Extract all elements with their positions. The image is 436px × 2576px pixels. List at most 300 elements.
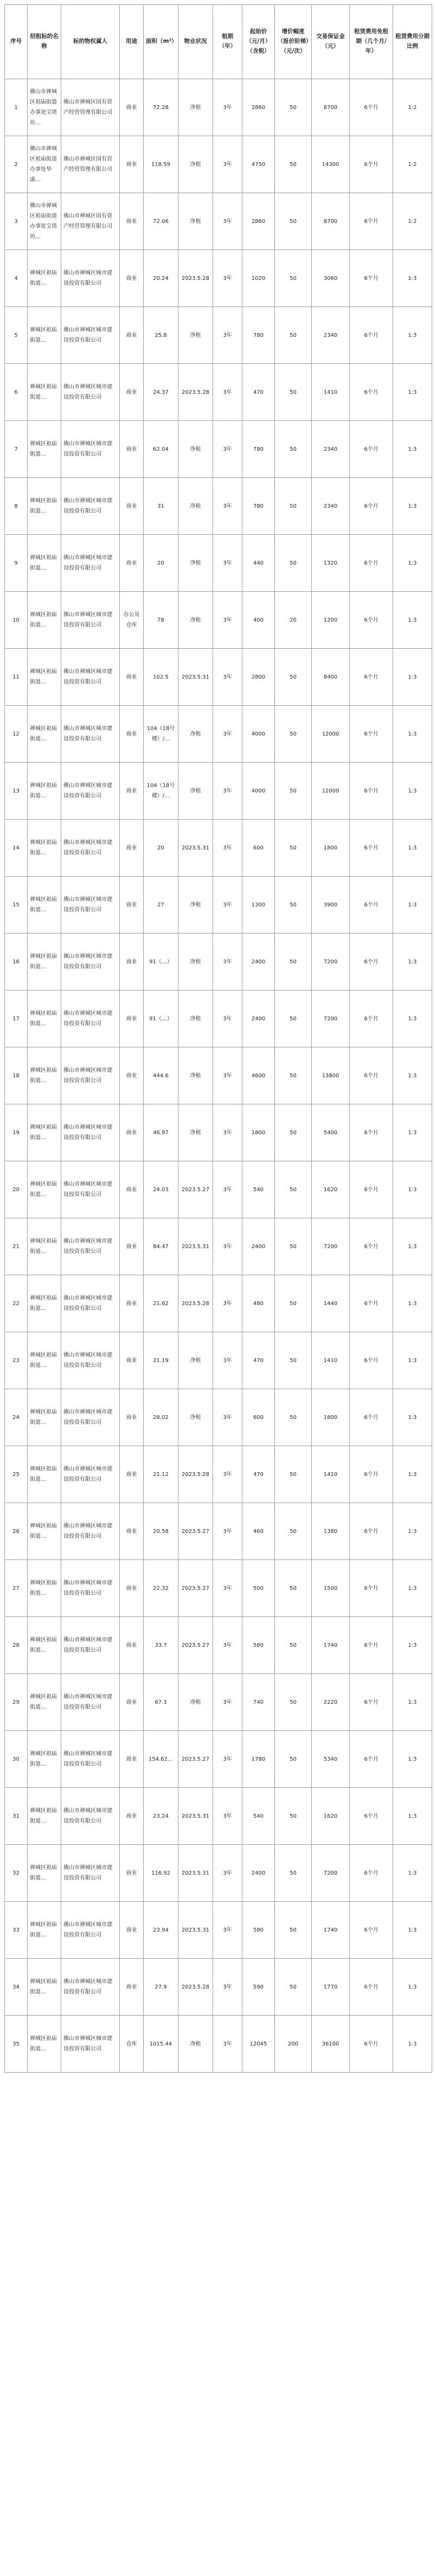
cell-increment: 50 xyxy=(275,1731,312,1788)
cell-usage: 商业 xyxy=(120,535,144,592)
cell-owner: 佛山市禅城区城市建设投资有限公司 xyxy=(61,706,120,763)
cell-name: 禅城区祖庙街道… xyxy=(28,934,61,990)
cell-installment: 1:3 xyxy=(393,1104,432,1161)
cell-start-price: 580 xyxy=(242,1617,275,1674)
cell-index: 28 xyxy=(5,1617,28,1674)
cell-increment: 50 xyxy=(275,1617,312,1674)
cell-installment: 1:3 xyxy=(393,1902,432,1959)
cell-name: 禅城区祖庙街道… xyxy=(28,250,61,307)
cell-start-price: 4000 xyxy=(242,706,275,763)
cell-start-price: 4600 xyxy=(242,1047,275,1104)
cell-deposit: 2340 xyxy=(312,421,350,478)
cell-index: 11 xyxy=(5,649,28,706)
table-row xyxy=(5,79,432,136)
cell-status: 2023.5.27 xyxy=(178,1617,213,1674)
cell-area: 104（18号楼）/… xyxy=(144,706,178,763)
cell-index: 3 xyxy=(5,193,28,250)
cell-status: 2023.5.31 xyxy=(178,820,213,877)
cell-deposit: 1320 xyxy=(312,535,350,592)
cell-deposit: 14300 xyxy=(312,136,350,193)
cell-area: 21.19 xyxy=(144,1332,178,1389)
table-row xyxy=(5,820,432,877)
cell-status: 净租 xyxy=(178,535,213,592)
cell-increment: 50 xyxy=(275,250,312,307)
cell-area: 46.97 xyxy=(144,1104,178,1161)
cell-increment: 50 xyxy=(275,79,312,136)
cell-owner: 佛山市禅城区城市建设投资有限公司 xyxy=(61,877,120,934)
cell-index: 29 xyxy=(5,1674,28,1731)
cell-increment: 50 xyxy=(275,193,312,250)
cell-free-period: 6个月 xyxy=(350,820,393,877)
cell-start-price: 2860 xyxy=(242,79,275,136)
cell-free-period: 6个月 xyxy=(350,649,393,706)
cell-owner: 佛山市禅城区城市建设投资有限公司 xyxy=(61,364,120,421)
cell-owner: 佛山市禅城区国有资产经营管理有限公司 xyxy=(61,136,120,193)
cell-increment: 50 xyxy=(275,877,312,934)
cell-free-period: 6个月 xyxy=(350,1845,393,1902)
cell-usage: 商业 xyxy=(120,478,144,535)
cell-name: 禅城区祖庙街道… xyxy=(28,478,61,535)
cell-area: 62.04 xyxy=(144,421,178,478)
table-row xyxy=(5,1332,432,1389)
cell-term: 3年 xyxy=(213,706,242,763)
cell-owner: 佛山市禅城区城市建设投资有限公司 xyxy=(61,1332,120,1389)
cell-free-period: 6个月 xyxy=(350,1104,393,1161)
cell-term: 3年 xyxy=(213,1218,242,1275)
cell-usage: 商业 xyxy=(120,1161,144,1218)
cell-deposit: 12000 xyxy=(312,763,350,820)
cell-installment: 1:3 xyxy=(393,1731,432,1788)
cell-status: 净租 xyxy=(178,1104,213,1161)
col-header-deposit: 交易保证金（元） xyxy=(312,5,350,79)
cell-free-period: 6个月 xyxy=(350,2016,393,2073)
cell-start-price: 1780 xyxy=(242,1731,275,1788)
cell-deposit: 2220 xyxy=(312,1674,350,1731)
cell-area: 21.12 xyxy=(144,1446,178,1503)
cell-free-period: 6个月 xyxy=(350,307,393,364)
cell-index: 32 xyxy=(5,1845,28,1902)
cell-installment: 1:3 xyxy=(393,934,432,990)
cell-installment: 1:3 xyxy=(393,478,432,535)
cell-deposit: 1620 xyxy=(312,1161,350,1218)
cell-status: 2023.5.27 xyxy=(178,1560,213,1617)
cell-increment: 50 xyxy=(275,820,312,877)
cell-increment: 50 xyxy=(275,1902,312,1959)
cell-term: 3年 xyxy=(213,1275,242,1332)
cell-name: 禅城区祖庙街道… xyxy=(28,1275,61,1332)
cell-usage: 商业 xyxy=(120,1959,144,2016)
cell-start-price: 1800 xyxy=(242,1104,275,1161)
cell-deposit: 8700 xyxy=(312,79,350,136)
cell-installment: 1:3 xyxy=(393,1845,432,1902)
cell-installment: 1:3 xyxy=(393,1674,432,1731)
cell-installment: 1:3 xyxy=(393,1275,432,1332)
cell-term: 3年 xyxy=(213,1389,242,1446)
cell-index: 23 xyxy=(5,1332,28,1389)
cell-usage: 商业 xyxy=(120,1104,144,1161)
cell-owner: 佛山市禅城区城市建设投资有限公司 xyxy=(61,763,120,820)
cell-increment: 200 xyxy=(275,2016,312,2073)
cell-term: 3年 xyxy=(213,307,242,364)
cell-status: 2023.5.31 xyxy=(178,1788,213,1845)
cell-term: 3年 xyxy=(213,79,242,136)
table-row xyxy=(5,364,432,421)
table-row xyxy=(5,934,432,990)
cell-deposit: 3900 xyxy=(312,877,350,934)
cell-installment: 1:2 xyxy=(393,136,432,193)
col-header-installment: 租赁费用分期比例 xyxy=(393,5,432,79)
cell-usage: 商业 xyxy=(120,1617,144,1674)
cell-usage: 商业 xyxy=(120,421,144,478)
cell-area: 20 xyxy=(144,535,178,592)
col-header-area: 面积（m²） xyxy=(144,5,178,79)
cell-increment: 50 xyxy=(275,1674,312,1731)
cell-increment: 50 xyxy=(275,1275,312,1332)
cell-usage: 办公及仓库 xyxy=(120,592,144,649)
cell-start-price: 12045 xyxy=(242,2016,275,2073)
cell-usage: 商业 xyxy=(120,706,144,763)
cell-start-price: 460 xyxy=(242,1503,275,1560)
cell-term: 3年 xyxy=(213,193,242,250)
col-header-increment: 增价幅度（报价阶梯）（元/次） xyxy=(275,5,312,79)
cell-start-price: 2400 xyxy=(242,934,275,990)
cell-area: 23.24 xyxy=(144,1788,178,1845)
cell-free-period: 6个月 xyxy=(350,1332,393,1389)
cell-free-period: 6个月 xyxy=(350,706,393,763)
rental-listing-table xyxy=(4,4,432,2073)
cell-term: 3年 xyxy=(213,364,242,421)
cell-usage: 商业 xyxy=(120,1047,144,1104)
table-row xyxy=(5,193,432,250)
table-row xyxy=(5,136,432,193)
cell-deposit: 1500 xyxy=(312,1560,350,1617)
cell-index: 30 xyxy=(5,1731,28,1788)
cell-installment: 1:3 xyxy=(393,990,432,1047)
cell-increment: 50 xyxy=(275,307,312,364)
cell-owner: 佛山市禅城区城市建设投资有限公司 xyxy=(61,592,120,649)
cell-area: 72.06 xyxy=(144,193,178,250)
cell-area: 118.59 xyxy=(144,136,178,193)
cell-owner: 佛山市禅城区城市建设投资有限公司 xyxy=(61,2016,120,2073)
cell-deposit: 8700 xyxy=(312,193,350,250)
cell-installment: 1:3 xyxy=(393,421,432,478)
table-row xyxy=(5,1161,432,1218)
table-row xyxy=(5,763,432,820)
cell-area: 1015.44 xyxy=(144,2016,178,2073)
cell-name: 佛山市禅城区祖庙街道办事处宝塔坊… xyxy=(28,79,61,136)
cell-start-price: 600 xyxy=(242,1389,275,1446)
cell-area: 28.02 xyxy=(144,1389,178,1446)
cell-area: 67.3 xyxy=(144,1674,178,1731)
cell-start-price: 2400 xyxy=(242,990,275,1047)
cell-deposit: 1410 xyxy=(312,1332,350,1389)
cell-name: 禅城区祖庙街道… xyxy=(28,990,61,1047)
cell-status: 净租 xyxy=(178,1674,213,1731)
cell-index: 17 xyxy=(5,990,28,1047)
cell-free-period: 6个月 xyxy=(350,1788,393,1845)
cell-free-period: 6个月 xyxy=(350,421,393,478)
cell-owner: 佛山市禅城区城市建设投资有限公司 xyxy=(61,1503,120,1560)
cell-status: 净租 xyxy=(178,990,213,1047)
cell-index: 13 xyxy=(5,763,28,820)
cell-area: 72.28 xyxy=(144,79,178,136)
table-row xyxy=(5,1389,432,1446)
cell-name: 禅城区祖庙街道… xyxy=(28,307,61,364)
table-row xyxy=(5,1218,432,1275)
cell-area: 27 xyxy=(144,877,178,934)
cell-status: 2023.5.28 xyxy=(178,250,213,307)
cell-name: 禅城区祖庙街道… xyxy=(28,1503,61,1560)
cell-status: 净租 xyxy=(178,421,213,478)
cell-name: 禅城区祖庙街道… xyxy=(28,1560,61,1617)
cell-start-price: 480 xyxy=(242,1275,275,1332)
cell-installment: 1:3 xyxy=(393,250,432,307)
cell-usage: 商业 xyxy=(120,1332,144,1389)
cell-owner: 佛山市禅城区城市建设投资有限公司 xyxy=(61,1104,120,1161)
cell-status: 2023.5.28 xyxy=(178,1275,213,1332)
cell-usage: 商业 xyxy=(120,250,144,307)
cell-deposit: 36100 xyxy=(312,2016,350,2073)
cell-term: 3年 xyxy=(213,1503,242,1560)
cell-start-price: 780 xyxy=(242,307,275,364)
cell-area: 104（18号楼）/… xyxy=(144,763,178,820)
cell-installment: 1:3 xyxy=(393,820,432,877)
cell-term: 3年 xyxy=(213,136,242,193)
cell-deposit: 1740 xyxy=(312,1902,350,1959)
cell-term: 3年 xyxy=(213,1047,242,1104)
cell-free-period: 6个月 xyxy=(350,1047,393,1104)
col-header-name: 招租标的名称 xyxy=(28,5,61,79)
cell-increment: 50 xyxy=(275,364,312,421)
cell-owner: 佛山市禅城区城市建设投资有限公司 xyxy=(61,1161,120,1218)
table-row xyxy=(5,307,432,364)
cell-index: 14 xyxy=(5,820,28,877)
cell-status: 2023.5.31 xyxy=(178,1218,213,1275)
cell-index: 12 xyxy=(5,706,28,763)
cell-term: 3年 xyxy=(213,934,242,990)
cell-term: 3年 xyxy=(213,1731,242,1788)
cell-increment: 50 xyxy=(275,1104,312,1161)
cell-owner: 佛山市禅城区城市建设投资有限公司 xyxy=(61,1902,120,1959)
cell-area: 91（…） xyxy=(144,990,178,1047)
cell-status: 2023.5.31 xyxy=(178,649,213,706)
table-row xyxy=(5,592,432,649)
cell-term: 3年 xyxy=(213,1674,242,1731)
table-body xyxy=(5,79,432,2073)
cell-increment: 50 xyxy=(275,1845,312,1902)
cell-usage: 商业 xyxy=(120,877,144,934)
cell-name: 禅城区祖庙街道… xyxy=(28,706,61,763)
cell-increment: 50 xyxy=(275,1389,312,1446)
cell-owner: 佛山市禅城区城市建设投资有限公司 xyxy=(61,307,120,364)
cell-owner: 佛山市禅城区城市建设投资有限公司 xyxy=(61,990,120,1047)
cell-status: 净租 xyxy=(178,763,213,820)
cell-deposit: 1410 xyxy=(312,364,350,421)
cell-name: 禅城区祖庙街道… xyxy=(28,421,61,478)
cell-deposit: 7200 xyxy=(312,934,350,990)
cell-status: 净租 xyxy=(178,934,213,990)
table-row xyxy=(5,1446,432,1503)
cell-name: 禅城区祖庙街道… xyxy=(28,1332,61,1389)
cell-free-period: 6个月 xyxy=(350,1959,393,2016)
cell-usage: 商业 xyxy=(120,934,144,990)
cell-area: 20.24 xyxy=(144,250,178,307)
cell-start-price: 540 xyxy=(242,1788,275,1845)
cell-area: 20 xyxy=(144,820,178,877)
cell-name: 佛山市禅城区祖庙街道办事处华康… xyxy=(28,136,61,193)
cell-start-price: 1300 xyxy=(242,877,275,934)
cell-area: 27.9 xyxy=(144,1959,178,2016)
cell-index: 19 xyxy=(5,1104,28,1161)
cell-area: 91（…） xyxy=(144,934,178,990)
cell-owner: 佛山市禅城区城市建设投资有限公司 xyxy=(61,1617,120,1674)
cell-term: 3年 xyxy=(213,250,242,307)
cell-owner: 佛山市禅城区城市建设投资有限公司 xyxy=(61,649,120,706)
cell-deposit: 7200 xyxy=(312,1845,350,1902)
cell-start-price: 2400 xyxy=(242,1218,275,1275)
cell-owner: 佛山市禅城区城市建设投资有限公司 xyxy=(61,1845,120,1902)
cell-term: 3年 xyxy=(213,820,242,877)
table-row xyxy=(5,877,432,934)
cell-installment: 1:3 xyxy=(393,1218,432,1275)
cell-start-price: 780 xyxy=(242,421,275,478)
cell-status: 2023.5.31 xyxy=(178,1902,213,1959)
cell-free-period: 6个月 xyxy=(350,934,393,990)
cell-start-price: 590 xyxy=(242,1959,275,2016)
cell-name: 禅城区祖庙街道… xyxy=(28,763,61,820)
cell-term: 3年 xyxy=(213,990,242,1047)
cell-status: 净租 xyxy=(178,1047,213,1104)
cell-name: 禅城区祖庙街道… xyxy=(28,1845,61,1902)
cell-free-period: 6个月 xyxy=(350,193,393,250)
cell-area: 154.62… xyxy=(144,1731,178,1788)
cell-deposit: 2340 xyxy=(312,307,350,364)
cell-installment: 1:3 xyxy=(393,1047,432,1104)
cell-deposit: 5340 xyxy=(312,1731,350,1788)
table-row xyxy=(5,1959,432,2016)
table-header-row xyxy=(5,5,432,79)
cell-index: 20 xyxy=(5,1161,28,1218)
cell-index: 1 xyxy=(5,79,28,136)
cell-increment: 50 xyxy=(275,1959,312,2016)
cell-term: 3年 xyxy=(213,421,242,478)
cell-term: 3年 xyxy=(213,1959,242,2016)
cell-owner: 佛山市禅城区城市建设投资有限公司 xyxy=(61,1731,120,1788)
cell-name: 禅城区祖庙街道… xyxy=(28,1104,61,1161)
cell-free-period: 6个月 xyxy=(350,1218,393,1275)
cell-increment: 50 xyxy=(275,1218,312,1275)
cell-start-price: 4000 xyxy=(242,763,275,820)
cell-status: 净租 xyxy=(178,706,213,763)
cell-installment: 1:3 xyxy=(393,1446,432,1503)
cell-free-period: 6个月 xyxy=(350,1560,393,1617)
cell-deposit: 1380 xyxy=(312,1503,350,1560)
cell-usage: 商业 xyxy=(120,307,144,364)
cell-installment: 1:2 xyxy=(393,193,432,250)
cell-start-price: 1020 xyxy=(242,250,275,307)
cell-deposit: 3060 xyxy=(312,250,350,307)
cell-owner: 佛山市禅城区城市建设投资有限公司 xyxy=(61,421,120,478)
col-header-free-period: 租赁费用免租期（几个月/年） xyxy=(350,5,393,79)
cell-usage: 商业 xyxy=(120,364,144,421)
cell-owner: 佛山市禅城区城市建设投资有限公司 xyxy=(61,1959,120,2016)
cell-deposit: 1410 xyxy=(312,1446,350,1503)
cell-area: 84.47 xyxy=(144,1218,178,1275)
cell-increment: 50 xyxy=(275,136,312,193)
cell-status: 2023.5.28 xyxy=(178,1446,213,1503)
cell-start-price: 2800 xyxy=(242,649,275,706)
cell-status: 净租 xyxy=(178,307,213,364)
cell-free-period: 6个月 xyxy=(350,1731,393,1788)
cell-installment: 1:3 xyxy=(393,1788,432,1845)
col-header-usage: 用途 xyxy=(120,5,144,79)
cell-deposit: 1800 xyxy=(312,1389,350,1446)
cell-name: 禅城区祖庙街道… xyxy=(28,877,61,934)
col-header-owner: 标的物权属人 xyxy=(61,5,120,79)
cell-installment: 1:3 xyxy=(393,649,432,706)
table-row xyxy=(5,649,432,706)
cell-index: 25 xyxy=(5,1446,28,1503)
cell-free-period: 6个月 xyxy=(350,1617,393,1674)
cell-owner: 佛山市禅城区国有资产经营管理有限公司 xyxy=(61,79,120,136)
col-header-index: 序号 xyxy=(5,5,28,79)
cell-increment: 50 xyxy=(275,1161,312,1218)
cell-usage: 商业 xyxy=(120,1788,144,1845)
table-row xyxy=(5,990,432,1047)
cell-term: 3年 xyxy=(213,763,242,820)
cell-free-period: 6个月 xyxy=(350,1902,393,1959)
cell-term: 3年 xyxy=(213,2016,242,2073)
cell-term: 3年 xyxy=(213,1161,242,1218)
cell-usage: 商业 xyxy=(120,136,144,193)
cell-term: 3年 xyxy=(213,649,242,706)
cell-name: 禅城区祖庙街道… xyxy=(28,1047,61,1104)
cell-deposit: 1740 xyxy=(312,1617,350,1674)
cell-status: 净租 xyxy=(178,136,213,193)
cell-deposit: 1800 xyxy=(312,820,350,877)
cell-increment: 50 xyxy=(275,1788,312,1845)
cell-free-period: 6个月 xyxy=(350,1275,393,1332)
cell-status: 净租 xyxy=(178,877,213,934)
cell-free-period: 6个月 xyxy=(350,250,393,307)
cell-installment: 1:3 xyxy=(393,592,432,649)
cell-area: 20.58 xyxy=(144,1503,178,1560)
cell-name: 禅城区祖庙街道… xyxy=(28,1617,61,1674)
cell-term: 3年 xyxy=(213,1617,242,1674)
cell-status: 净租 xyxy=(178,592,213,649)
cell-installment: 1:3 xyxy=(393,364,432,421)
table-row xyxy=(5,2016,432,2073)
cell-usage: 商业 xyxy=(120,763,144,820)
cell-term: 3年 xyxy=(213,478,242,535)
cell-index: 6 xyxy=(5,364,28,421)
cell-name: 禅城区祖庙街道… xyxy=(28,364,61,421)
cell-area: 21.62 xyxy=(144,1275,178,1332)
cell-term: 3年 xyxy=(213,592,242,649)
cell-usage: 商业 xyxy=(120,1560,144,1617)
cell-usage: 商业 xyxy=(120,193,144,250)
cell-free-period: 6个月 xyxy=(350,79,393,136)
cell-index: 4 xyxy=(5,250,28,307)
cell-deposit: 5400 xyxy=(312,1104,350,1161)
cell-usage: 仓库 xyxy=(120,2016,144,2073)
cell-usage: 商业 xyxy=(120,1674,144,1731)
cell-index: 15 xyxy=(5,877,28,934)
cell-increment: 50 xyxy=(275,1560,312,1617)
cell-term: 3年 xyxy=(213,1788,242,1845)
cell-start-price: 2860 xyxy=(242,193,275,250)
cell-usage: 商业 xyxy=(120,1275,144,1332)
